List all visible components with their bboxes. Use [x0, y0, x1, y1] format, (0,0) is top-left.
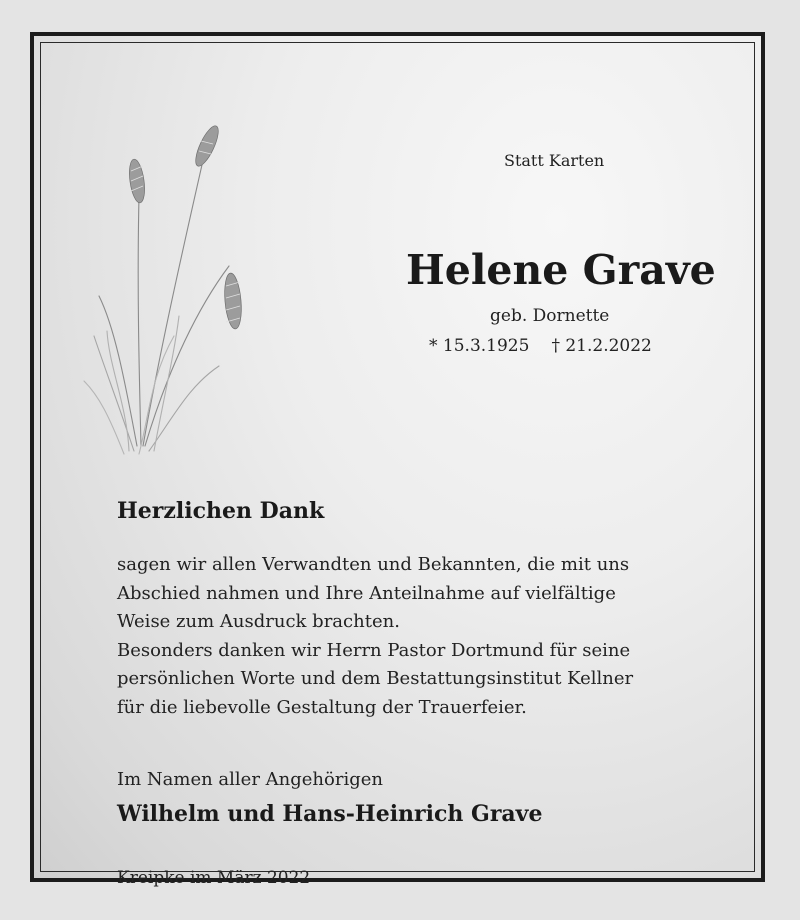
- body-line: Besonders danken wir Herrn Pastor Dortmund für seine: [117, 639, 631, 661]
- body-line: sagen wir allen Verwandten und Bekannten, die mit uns: [117, 554, 630, 575]
- body-line: Weise zum Ausdruck brachten.: [117, 611, 400, 632]
- body-line: persönlichen Worte und dem Bestattungsinstitut Kellner: [117, 668, 634, 689]
- notice-label: Statt Karten: [504, 151, 605, 170]
- wheat-illustration-icon: [79, 116, 259, 456]
- thanks-heading: Herzlichen Dank: [117, 498, 325, 524]
- signoff-intro: Im Namen aller Angehörigen: [117, 769, 383, 790]
- body-line: für die liebevolle Gestaltung der Trauerfeier.: [117, 696, 527, 718]
- deceased-name: Helene Grave: [406, 246, 716, 294]
- life-dates: [429, 336, 652, 356]
- death-date: † 21.2.2022: [551, 336, 652, 356]
- obituary-card: [30, 32, 765, 888]
- thanks-body: [117, 551, 737, 722]
- signoff-names: Wilhelm und Hans-Heinrich Grave: [117, 801, 543, 827]
- body-line: Abschied nahmen und Ihre Anteilnahme auf vielfältige: [117, 582, 616, 604]
- maiden-name: geb. Dornette: [490, 306, 610, 326]
- birth-date: * 15.3.1925: [429, 336, 530, 356]
- place-date: Kreipke im März 2022: [117, 868, 311, 888]
